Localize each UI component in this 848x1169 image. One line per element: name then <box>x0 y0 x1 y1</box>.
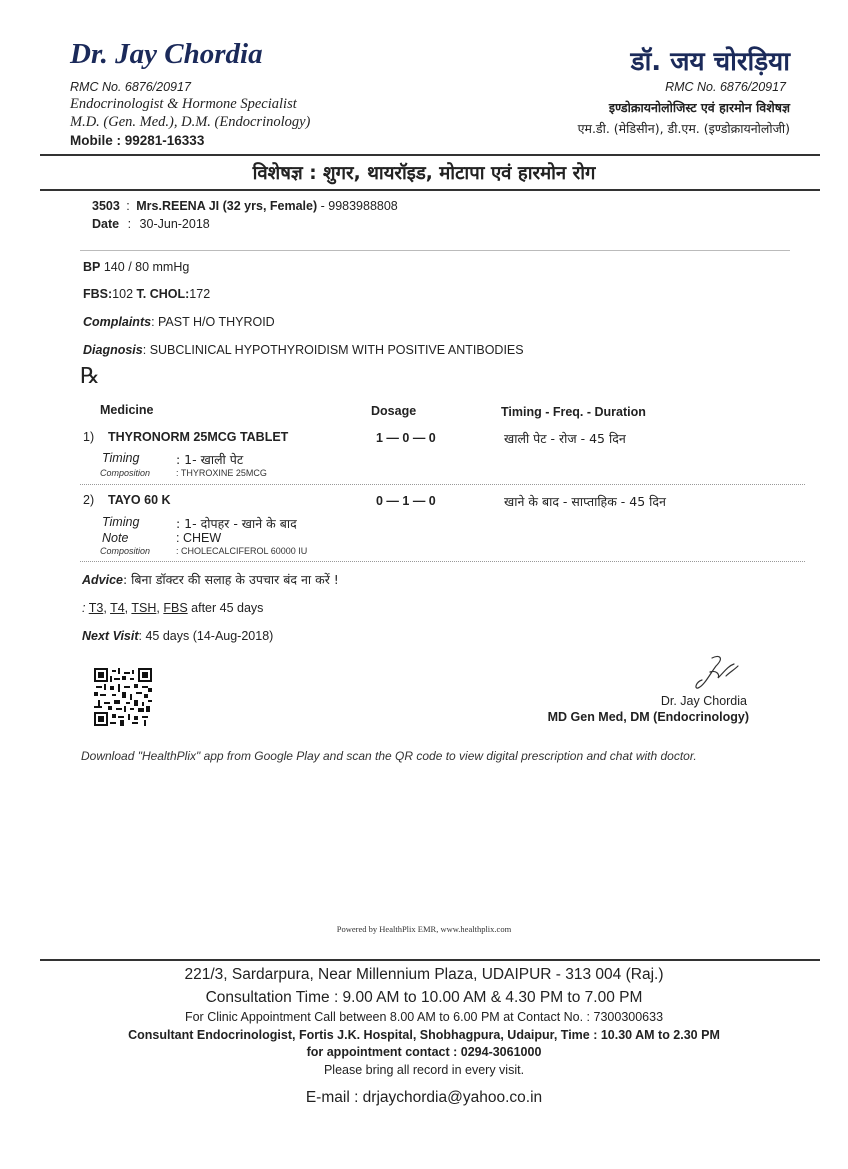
medicine-1-name: THYRONORM 25MCG TABLET <box>108 430 289 444</box>
medicine-2-name: TAYO 60 K <box>108 493 171 507</box>
download-note: Download "HealthPlix" app from Google Play and scan the QR code to view digital prescription and chat with doctor. <box>81 749 697 763</box>
mobile-number: Mobile : 99281-16333 <box>70 133 205 148</box>
medicine-column-header: Medicine <box>100 403 154 417</box>
medicine-2-note-value: : CHEW <box>176 531 222 545</box>
rmc-number-english: RMC No. 6876/20917 <box>70 80 191 94</box>
next-visit-line <box>82 629 273 643</box>
medicine-2-index: 2) <box>83 493 95 507</box>
next-visit-label: Next Visit <box>82 629 139 643</box>
medicine-2-timing-label: Timing <box>102 515 140 529</box>
specialty-hindi: इण्डोक्रायनोलोजिस्ट एवं हारमोन विशेषज्ञ <box>608 100 790 115</box>
rmc-number-hindi-side: RMC No. 6876/20917 <box>665 80 786 94</box>
complaints-value: : PAST H/O THYROID <box>151 315 275 329</box>
medicine-1-timing-label: Timing <box>102 451 140 465</box>
next-visit-value: : 45 days (14-Aug-2018) <box>138 629 274 643</box>
patient-line <box>92 199 398 213</box>
dosage-column-header: Dosage <box>371 404 417 418</box>
medicine-1-dosage: 1 — 0 — 0 <box>376 431 436 445</box>
rx-icon: ℞ <box>80 364 100 389</box>
signature-degree: MD Gen Med, DM (Endocrinology) <box>547 710 749 724</box>
diagnosis-value: : SUBCLINICAL HYPOTHYROIDISM WITH POSITIVE ANTIBODIES <box>142 343 524 357</box>
tests-line: : T3, T4, TSH, FBS after 45 days <box>82 601 264 615</box>
medicine-2-timing-freq: खाने के बाद - साप्ताहिक - 45 दिन <box>504 494 666 509</box>
complaints-line <box>83 315 275 329</box>
test-tsh: TSH <box>131 601 157 615</box>
diagnosis-label: Diagnosis <box>83 343 143 357</box>
degrees-hindi: एम.डी. (मेडिसीन), डी.एम. (इण्डोक्रायनोलोजी) <box>577 121 790 136</box>
degrees-english: M.D. (Gen. Med.), D.M. (Endocrinology) <box>70 114 311 130</box>
fbs-value: 102 <box>112 287 134 301</box>
email: E-mail : drjaychordia@yahoo.co.in <box>305 1089 543 1106</box>
medicine-2-composition-value: : CHOLECALCIFEROL 60000 IU <box>176 546 308 556</box>
date-line <box>92 217 210 231</box>
tchol-value: 172 <box>189 287 211 301</box>
medicine-table-bottom <box>80 561 805 562</box>
bp-value: 140 / 80 mmHg <box>103 260 190 274</box>
test-fbs: FBS <box>163 601 188 615</box>
patient-id: 3503 <box>92 199 120 213</box>
test-t4: T4 <box>110 601 125 615</box>
tests-prefix: : <box>82 601 86 615</box>
appointment-contact: for appointment contact : 0294-3061000 <box>306 1045 542 1059</box>
consultant-line: Consultant Endocrinologist, Fortis J.K. Hospital, Shobhagpura, Udaipur, Time : 10.30 AM to 2.30 PM <box>128 1028 720 1042</box>
qr-code-icon <box>94 668 152 726</box>
medicine-2-composition-label: Composition <box>100 546 151 556</box>
medicine-2-timing-value: : 1- दोपहर - खाने के बाद <box>176 516 297 531</box>
consultation-time: Consultation Time : 9.00 AM to 10.00 AM & 4.30 PM to 7.00 PM <box>205 989 643 1006</box>
medicine-2-dosage: 0 — 1 — 0 <box>376 494 436 508</box>
doctor-name-hindi: डॉ. जय चोरड़िया <box>630 47 790 77</box>
clinic-appointment: For Clinic Appointment Call between 8.00 AM to 6.00 PM at Contact No. : 7300300633 <box>184 1010 664 1024</box>
doctor-name-english: Dr. Jay Chordia <box>70 38 263 70</box>
bp-label: BP <box>83 260 101 274</box>
powered-by: Powered by HealthPlix EMR, www.healthplix.com <box>336 924 512 934</box>
date-separator: : <box>127 217 132 231</box>
medicine-2-note-label: Note <box>102 531 129 545</box>
footer-rule <box>40 959 820 961</box>
clinic-address: 221/3, Sardarpura, Near Millennium Plaza, UDAIPUR - 313 004 (Raj.) <box>184 966 664 983</box>
diagnosis-line <box>83 343 524 357</box>
date-value: 30-Jun-2018 <box>139 217 210 231</box>
tests-suffix: after 45 days <box>191 601 264 615</box>
patient-separator: : <box>126 199 130 213</box>
medicine-divider <box>80 484 805 485</box>
advice-line <box>82 571 339 588</box>
test-t3: T3 <box>88 601 104 615</box>
patient-name: Mrs.REENA JI (32 yrs, Female) <box>136 199 318 213</box>
patient-phone: - 9983988808 <box>320 199 398 213</box>
bring-records-note: Please bring all record in every visit. <box>323 1063 525 1077</box>
specialty-tagline: विशेषज्ञ : शुगर, थायरॉइड, मोटापा एवं हारमोन रोग <box>252 163 596 184</box>
complaints-label: Complaints <box>83 315 152 329</box>
date-label: Date <box>92 217 120 231</box>
medicine-1-timing-value: : 1- खाली पेट <box>176 452 244 467</box>
tchol-label: T. CHOL: <box>136 287 190 301</box>
timing-column-header: Timing - Freq. - Duration <box>501 405 646 419</box>
medicine-1-timing-freq: खाली पेट - रोज - 45 दिन <box>504 431 626 446</box>
labs-line <box>83 287 210 301</box>
medicine-1-index: 1) <box>83 430 95 444</box>
fbs-label: FBS: <box>83 287 113 301</box>
signature-icon <box>690 652 742 694</box>
header-rule-bottom <box>40 189 820 191</box>
medicine-1-composition-value: : THYROXINE 25MCG <box>176 468 267 478</box>
patient-divider <box>80 250 790 251</box>
advice-label: Advice <box>82 573 123 587</box>
specialty-english: Endocrinologist & Hormone Specialist <box>70 96 297 112</box>
advice-value: : बिना डॉक्टर की सलाह के उपचार बंद ना करें ! <box>123 572 339 587</box>
medicine-1-composition-label: Composition <box>100 468 151 478</box>
bp-line <box>83 260 189 274</box>
header-rule-top <box>40 154 820 156</box>
signature-name: Dr. Jay Chordia <box>660 694 747 708</box>
